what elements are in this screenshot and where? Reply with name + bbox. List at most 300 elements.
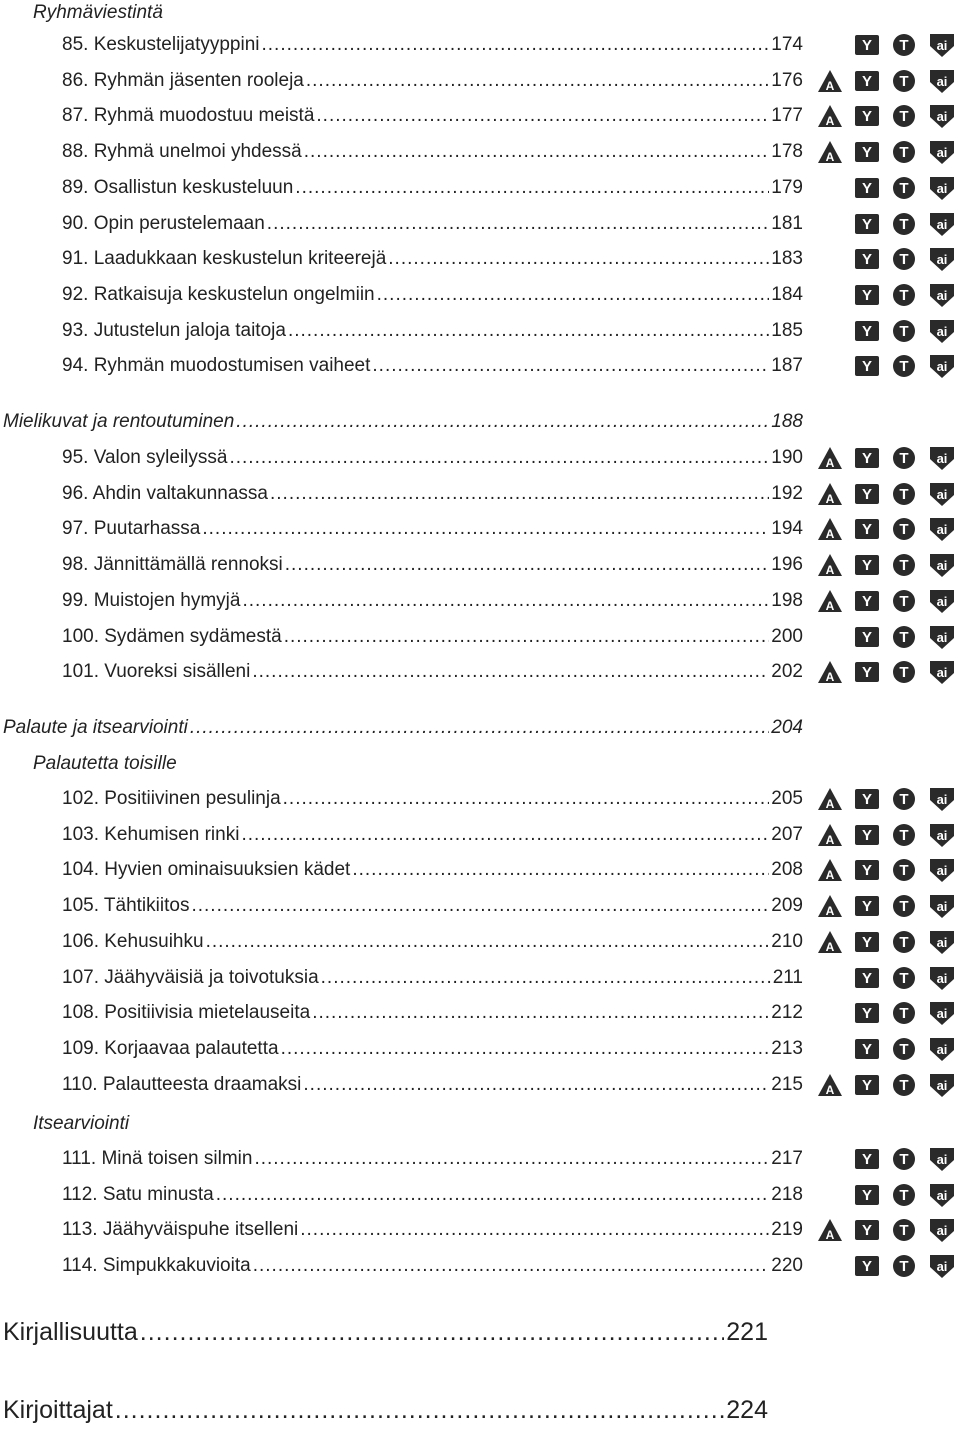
dot-leader [285, 554, 770, 576]
dot-leader [253, 1255, 770, 1277]
t-icon [890, 318, 918, 344]
t-icon [890, 1217, 918, 1243]
a-icon [816, 516, 844, 542]
svg-text:ai: ai [936, 1188, 948, 1203]
svg-text:ai: ai [936, 359, 948, 374]
a-icon [816, 481, 844, 507]
y-icon [853, 822, 881, 848]
toc-entry-page: 205 [771, 788, 803, 809]
y-icon [853, 1182, 881, 1208]
toc-entry-title: 97. Puutarhassa [62, 518, 201, 539]
toc-entry[interactable] [62, 1148, 803, 1170]
toc-entry[interactable] [62, 1184, 803, 1206]
a-icon [816, 103, 844, 129]
toc-entry-title: 110. Palautteesta draamaksi [62, 1074, 302, 1095]
svg-text:A: A [825, 563, 835, 577]
svg-text:ai: ai [936, 630, 948, 645]
toc-entry-page: 211 [772, 967, 803, 988]
toc-entry[interactable] [62, 213, 803, 235]
svg-text:T: T [899, 970, 909, 987]
y-icon [853, 103, 881, 129]
t-icon [890, 1000, 918, 1026]
svg-text:A: A [825, 492, 835, 506]
toc-entry-title: 98. Jännittämällä rennoksi [62, 554, 283, 575]
svg-text:ai: ai [936, 288, 948, 303]
svg-text:ai: ai [936, 181, 948, 196]
toc-entry[interactable] [62, 1002, 803, 1024]
final-section-heading-title: Kirjallisuutta [3, 1318, 138, 1346]
ai-icon [928, 103, 956, 129]
y-icon [853, 552, 881, 578]
svg-text:A: A [825, 904, 835, 918]
toc-entry-page: 194 [771, 518, 803, 539]
svg-text:Y: Y [861, 73, 873, 90]
dot-leader [242, 590, 769, 612]
t-icon [890, 965, 918, 991]
dot-leader [288, 320, 769, 342]
toc-entry[interactable] [62, 141, 803, 163]
svg-text:ai: ai [936, 594, 948, 609]
toc-entry-title: 91. Laadukkaan keskustelun kriteerejä [62, 248, 387, 269]
svg-text:T: T [899, 486, 909, 503]
toc-entry[interactable] [62, 554, 803, 576]
toc-entry-title: 102. Positiivinen pesulinja [62, 788, 281, 809]
svg-text:Y: Y [861, 450, 873, 467]
ai-icon [928, 822, 956, 848]
a-icon [816, 1217, 844, 1243]
toc-entry[interactable] [62, 661, 803, 683]
svg-text:T: T [899, 1041, 909, 1058]
svg-text:Y: Y [861, 934, 873, 951]
toc-entry-title: 113. Jäähyväispuhe itselleni [62, 1219, 299, 1240]
dot-leader [267, 213, 770, 235]
dot-leader [191, 895, 769, 917]
ai-icon [928, 624, 956, 650]
toc-entry-title: 94. Ryhmän muodostumisen vaiheet [62, 355, 371, 376]
svg-text:A: A [825, 1083, 835, 1097]
dot-leader [115, 1396, 725, 1425]
toc-entry-page: 190 [771, 447, 803, 468]
a-icon [816, 893, 844, 919]
y-icon [853, 929, 881, 955]
toc-entry-title: 88. Ryhmä unelmoi yhdessä [62, 141, 302, 162]
dot-leader [388, 248, 769, 270]
t-icon [890, 282, 918, 308]
t-icon [890, 1072, 918, 1098]
t-icon [890, 893, 918, 919]
toc-entry-title: 111. Minä toisen silmin [62, 1148, 253, 1169]
svg-text:ai: ai [936, 971, 948, 986]
ai-icon [928, 1217, 956, 1243]
t-icon [890, 659, 918, 685]
dot-leader [316, 105, 769, 127]
toc-entry[interactable] [62, 355, 803, 377]
svg-text:Y: Y [861, 1222, 873, 1239]
svg-text:T: T [899, 557, 909, 574]
svg-text:ai: ai [936, 1078, 948, 1093]
dot-leader [303, 1074, 769, 1096]
toc-entry[interactable] [62, 320, 803, 342]
a-icon [816, 552, 844, 578]
toc-entry-title: 103. Kehumisen rinki [62, 824, 240, 845]
y-icon [853, 588, 881, 614]
svg-text:Y: Y [861, 898, 873, 915]
toc-entry-page: 185 [771, 320, 803, 341]
ai-icon [928, 1072, 956, 1098]
dot-leader [140, 1318, 725, 1347]
y-icon [853, 1072, 881, 1098]
svg-text:A: A [825, 797, 835, 811]
svg-text:Y: Y [861, 557, 873, 574]
ai-icon [928, 1146, 956, 1172]
toc-entry-page: 176 [771, 70, 803, 91]
y-icon [853, 353, 881, 379]
dot-leader [300, 1219, 769, 1241]
svg-text:T: T [899, 450, 909, 467]
svg-text:ai: ai [936, 145, 948, 160]
top-section-title: Ryhmäviestintä [33, 2, 163, 23]
dot-leader [241, 824, 769, 846]
svg-text:A: A [825, 599, 835, 613]
svg-text:ai: ai [936, 217, 948, 232]
toc-entry[interactable] [62, 967, 803, 989]
toc-entry-title: 107. Jäähyväisiä ja toivotuksia [62, 967, 319, 988]
svg-text:T: T [899, 593, 909, 610]
dot-leader [283, 788, 770, 810]
dot-leader [321, 967, 771, 989]
svg-text:ai: ai [936, 324, 948, 339]
svg-text:Y: Y [861, 1151, 873, 1168]
ai-icon [928, 659, 956, 685]
svg-text:ai: ai [936, 451, 948, 466]
toc-entry-page: 200 [771, 626, 803, 647]
t-icon [890, 68, 918, 94]
svg-text:A: A [825, 670, 835, 684]
dot-leader [229, 447, 769, 469]
final-section-heading-title: Kirjoittajat [3, 1396, 113, 1424]
y-icon [853, 318, 881, 344]
svg-text:A: A [825, 833, 835, 847]
toc-entry[interactable] [62, 590, 803, 612]
dot-leader [202, 518, 769, 540]
svg-text:A: A [825, 527, 835, 541]
toc-entry-title: 112. Satu minusta [62, 1184, 214, 1205]
dot-leader [252, 661, 769, 683]
svg-text:Y: Y [861, 323, 873, 340]
toc-entry[interactable] [62, 1255, 803, 1277]
svg-text:T: T [899, 521, 909, 538]
ai-icon [928, 1182, 956, 1208]
t-icon [890, 822, 918, 848]
ai-icon [928, 786, 956, 812]
y-icon [853, 1253, 881, 1279]
dot-leader [254, 1148, 769, 1170]
svg-text:A: A [825, 1228, 835, 1242]
t-icon [890, 175, 918, 201]
toc-entry-title: 109. Korjaavaa palautetta [62, 1038, 279, 1059]
dot-leader [372, 355, 769, 377]
svg-text:Y: Y [861, 251, 873, 268]
ai-icon [928, 857, 956, 883]
toc-entry[interactable] [62, 248, 803, 270]
toc-entry-title: 95. Valon syleilyssä [62, 447, 228, 468]
toc-entry-title: 104. Hyvien ominaisuuksien kädet [62, 859, 351, 880]
svg-text:Y: Y [861, 216, 873, 233]
final-section-heading[interactable] [3, 1396, 768, 1425]
toc-entry-title: 86. Ryhmän jäsenten rooleja [62, 70, 304, 91]
ai-icon [928, 929, 956, 955]
svg-text:T: T [899, 862, 909, 879]
svg-text:ai: ai [936, 38, 948, 53]
toc-entry-title: 89. Osallistun keskusteluun [62, 177, 294, 198]
svg-text:ai: ai [936, 1223, 948, 1238]
svg-text:T: T [899, 180, 909, 197]
y-icon [853, 282, 881, 308]
toc-entry[interactable] [62, 1219, 803, 1241]
ai-icon [928, 516, 956, 542]
toc-entry[interactable] [62, 447, 803, 469]
toc-entry-page: 220 [771, 1255, 803, 1276]
section-heading[interactable] [3, 411, 803, 433]
toc-entry-title: 99. Muistojen hymyjä [62, 590, 241, 611]
toc-entry-page: 215 [771, 1074, 803, 1095]
y-icon [853, 786, 881, 812]
toc-entry-page: 219 [771, 1219, 803, 1240]
toc-entry[interactable] [62, 1074, 803, 1096]
svg-text:Y: Y [861, 180, 873, 197]
t-icon [890, 445, 918, 471]
t-icon [890, 588, 918, 614]
t-icon [890, 1036, 918, 1062]
dot-leader [284, 626, 770, 648]
final-section-heading-page: 221 [726, 1318, 768, 1346]
dot-leader [236, 411, 769, 433]
svg-text:T: T [899, 1222, 909, 1239]
final-section-heading-page: 224 [726, 1396, 768, 1424]
toc-entry-page: 218 [771, 1184, 803, 1205]
y-icon [853, 1036, 881, 1062]
ai-icon [928, 211, 956, 237]
a-icon [816, 1072, 844, 1098]
svg-text:ai: ai [936, 558, 948, 573]
ai-icon [928, 893, 956, 919]
svg-text:Y: Y [861, 358, 873, 375]
t-icon [890, 929, 918, 955]
y-icon [853, 624, 881, 650]
dot-leader [377, 284, 770, 306]
toc-entry-title: 108. Positiivisia mietelauseita [62, 1002, 311, 1023]
toc-entry-title: 85. Keskustelijatyyppini [62, 34, 260, 55]
ai-icon [928, 965, 956, 991]
svg-text:T: T [899, 898, 909, 915]
svg-text:T: T [899, 287, 909, 304]
toc-entry[interactable] [62, 483, 803, 505]
toc-entry-page: 212 [771, 1002, 803, 1023]
svg-text:ai: ai [936, 109, 948, 124]
toc-entry-page: 213 [771, 1038, 803, 1059]
a-icon [816, 822, 844, 848]
ai-icon [928, 552, 956, 578]
svg-text:A: A [825, 114, 835, 128]
a-icon [816, 588, 844, 614]
y-icon [853, 1217, 881, 1243]
svg-text:ai: ai [936, 1042, 948, 1057]
svg-text:Y: Y [861, 791, 873, 808]
svg-text:Y: Y [861, 1077, 873, 1094]
svg-text:T: T [899, 934, 909, 951]
final-section-heading[interactable] [3, 1318, 768, 1347]
y-icon [853, 893, 881, 919]
ai-icon [928, 588, 956, 614]
toc-entry-page: 174 [771, 34, 803, 55]
toc-entry[interactable] [62, 788, 803, 810]
toc-entry-page: 202 [771, 661, 803, 682]
svg-text:T: T [899, 1151, 909, 1168]
toc-entry-title: 101. Vuoreksi sisälleni [62, 661, 251, 682]
svg-text:T: T [899, 791, 909, 808]
section-heading-page: 188 [771, 411, 803, 432]
svg-text:Y: Y [861, 287, 873, 304]
svg-text:T: T [899, 37, 909, 54]
t-icon [890, 857, 918, 883]
y-icon [853, 481, 881, 507]
ai-icon [928, 1253, 956, 1279]
y-icon [853, 211, 881, 237]
svg-text:Y: Y [861, 486, 873, 503]
svg-text:T: T [899, 216, 909, 233]
section-heading[interactable] [3, 717, 803, 739]
t-icon [890, 1253, 918, 1279]
svg-text:T: T [899, 1077, 909, 1094]
toc-entry[interactable] [62, 177, 803, 199]
y-icon [853, 445, 881, 471]
ai-icon [928, 175, 956, 201]
toc-entry[interactable] [62, 284, 803, 306]
toc-entry-title: 96. Ahdin valtakunnassa [62, 483, 268, 504]
dot-leader [190, 717, 769, 739]
a-icon [816, 445, 844, 471]
svg-text:T: T [899, 108, 909, 125]
svg-text:ai: ai [936, 828, 948, 843]
section-heading-title: Mielikuvat ja rentoutuminen [3, 411, 235, 432]
svg-text:ai: ai [936, 1006, 948, 1021]
svg-text:T: T [899, 664, 909, 681]
svg-text:T: T [899, 73, 909, 90]
svg-text:Y: Y [861, 862, 873, 879]
section-heading-title: Palaute ja itsearviointi [3, 717, 188, 738]
y-icon [853, 659, 881, 685]
dot-leader [281, 1038, 770, 1060]
svg-text:Y: Y [861, 1041, 873, 1058]
ai-icon [928, 68, 956, 94]
toc-entry[interactable] [62, 895, 803, 917]
toc-entry-title: 114. Simpukkakuvioita [62, 1255, 251, 1276]
toc-entry[interactable] [62, 626, 803, 648]
svg-text:Y: Y [861, 1187, 873, 1204]
dot-leader [306, 70, 769, 92]
ai-icon [928, 1000, 956, 1026]
toc-entry-page: 217 [771, 1148, 803, 1169]
svg-text:A: A [825, 868, 835, 882]
dot-leader [216, 1184, 770, 1206]
t-icon [890, 624, 918, 650]
toc-entry-page: 210 [771, 931, 803, 952]
t-icon [890, 103, 918, 129]
toc-entry[interactable] [62, 105, 803, 127]
toc-entry-page: 178 [771, 141, 803, 162]
a-icon [816, 68, 844, 94]
toc-entry-page: 207 [771, 824, 803, 845]
svg-text:T: T [899, 251, 909, 268]
t-icon [890, 1146, 918, 1172]
svg-text:ai: ai [936, 1152, 948, 1167]
svg-text:ai: ai [936, 899, 948, 914]
toc-entry[interactable] [62, 518, 803, 540]
toc-entry[interactable] [62, 824, 803, 846]
svg-text:Y: Y [861, 593, 873, 610]
t-icon [890, 481, 918, 507]
toc-entry-page: 181 [771, 213, 803, 234]
toc-entry-title: 105. Tähtikiitos [62, 895, 190, 916]
svg-text:A: A [825, 150, 835, 164]
svg-text:T: T [899, 827, 909, 844]
svg-text:Y: Y [861, 144, 873, 161]
svg-text:T: T [899, 1005, 909, 1022]
toc-entry[interactable] [62, 931, 803, 953]
dot-leader [262, 34, 770, 56]
toc-entry-title: 92. Ratkaisuja keskustelun ongelmiin [62, 284, 375, 305]
y-icon [853, 1146, 881, 1172]
svg-text:ai: ai [936, 792, 948, 807]
svg-text:Y: Y [861, 970, 873, 987]
toc-entry[interactable] [62, 70, 803, 92]
svg-text:Y: Y [861, 1258, 873, 1275]
a-icon [816, 786, 844, 812]
svg-text:ai: ai [936, 935, 948, 950]
toc-entry-title: 87. Ryhmä muodostuu meistä [62, 105, 315, 126]
toc-entry-page: 198 [771, 590, 803, 611]
t-icon [890, 246, 918, 272]
a-icon [816, 659, 844, 685]
svg-text:Y: Y [861, 664, 873, 681]
toc-entry-page: 177 [771, 105, 803, 126]
toc-entry-page: 192 [771, 483, 803, 504]
toc-entry[interactable] [62, 1038, 803, 1060]
toc-entry-title: 100. Sydämen sydämestä [62, 626, 282, 647]
toc-entry[interactable] [62, 34, 803, 56]
ai-icon [928, 32, 956, 58]
svg-text:ai: ai [936, 522, 948, 537]
toc-entry-title: 106. Kehusuihku [62, 931, 204, 952]
subsection-heading: Itsearviointi [33, 1113, 130, 1134]
y-icon [853, 246, 881, 272]
y-icon [853, 516, 881, 542]
y-icon [853, 139, 881, 165]
svg-text:ai: ai [936, 252, 948, 267]
ai-icon [928, 246, 956, 272]
y-icon [853, 32, 881, 58]
svg-text:Y: Y [861, 629, 873, 646]
a-icon [816, 139, 844, 165]
svg-text:T: T [899, 323, 909, 340]
t-icon [890, 516, 918, 542]
svg-text:Y: Y [861, 521, 873, 538]
ai-icon [928, 318, 956, 344]
toc-entry[interactable] [62, 859, 803, 881]
ai-icon [928, 445, 956, 471]
svg-text:A: A [825, 456, 835, 470]
a-icon [816, 929, 844, 955]
